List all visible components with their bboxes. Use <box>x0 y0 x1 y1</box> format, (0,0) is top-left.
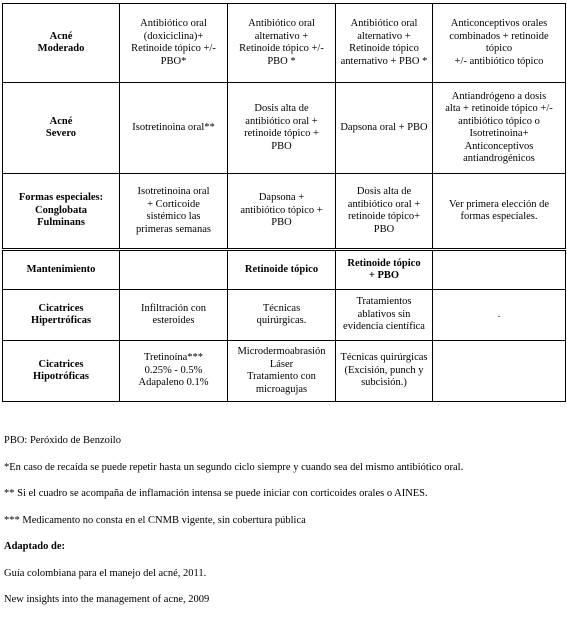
table-cell: . <box>433 290 566 341</box>
adapted-from-label: Adaptado de: <box>4 541 65 552</box>
table-cell: Dapsona + antibiótico tópico + PBO <box>228 174 336 249</box>
table-cell: Dapsona oral + PBO <box>336 83 433 174</box>
row-header: Mantenimiento <box>3 251 120 290</box>
footnote-1: *En caso de recaída se puede repetir hasta un segundo ciclo siempre y cuando sea del mismo antibiótico oral. <box>4 461 464 473</box>
row-header: Formas especiales: Conglobata Fulminans <box>3 174 120 249</box>
table-row-cicatrices-hipertroficas <box>3 290 566 341</box>
footnote-3: *** Medicamento no consta en el CNMB vigente, sin cobertura pública <box>4 514 306 526</box>
table-cell: Microdermoabrasión Láser Tratamiento con microagujas <box>228 341 336 402</box>
table-row-acne-moderado <box>3 4 566 83</box>
table-cell: Técnicas quirúrgicas. <box>228 290 336 341</box>
table-cell: Antiandrógeno a dosis alta + retinoide tópico +/- antibiótico tópico o Isotretinoina+ Anticonceptivos antiandrogénicos <box>433 83 566 174</box>
table-cell: Antibiótico oral alternativo + Retinoide tópico anternativo + PBO * <box>336 4 433 83</box>
table-cell <box>433 251 566 290</box>
table-cell: Isotretinoina oral** <box>120 83 228 174</box>
table-cell: Dosis alta de antibiótico oral + retinoide tópico + PBO <box>228 83 336 174</box>
table-row-cicatrices-hipotroficas <box>3 341 566 402</box>
footnotes <box>4 434 563 620</box>
table-cell: Antibiótico oral (doxiciclina)+ Retinoide tópico +/- PBO* <box>120 4 228 83</box>
table-cell: Antibiótico oral alternativo + Retinoide tópico +/- PBO * <box>228 4 336 83</box>
row-header: Cicatrices Hipertróficas <box>3 290 120 341</box>
table-cell: Dosis alta de antibiótico oral + retinoide tópico+ PBO <box>336 174 433 249</box>
table-cell: Retinoide tópico <box>228 251 336 290</box>
table-row-formas-especiales <box>3 174 566 249</box>
table-cell: Anticonceptivos orales combinados + retinoide tópico +/- antibiótico tópico <box>433 4 566 83</box>
table-row-mantenimiento <box>3 251 566 290</box>
row-header: Acné Severo <box>3 83 120 174</box>
table-cell: Infiltración con esteroides <box>120 290 228 341</box>
table-row-acne-severo <box>3 83 566 174</box>
source-1: Guía colombiana para el manejo del acné, 2011. <box>4 567 207 579</box>
table-cell <box>120 251 228 290</box>
table-cell: Ver primera elección de formas especiales. <box>433 174 566 249</box>
table-cell <box>433 341 566 402</box>
table-cell: Retinoide tópico + PBO <box>336 251 433 290</box>
source-2: New insights into the management of acne, 2009 <box>4 594 210 605</box>
table-cell: Isotretinoina oral + Corticoide sistémico las primeras semanas <box>120 174 228 249</box>
table-cell: Tretinoína*** 0.25% - 0.5% Adapaleno 0.1% <box>120 341 228 402</box>
table-cell: Tratamientos ablativos sin evidencia científica <box>336 290 433 341</box>
table-cell: Técnicas quirúrgicas (Excisión, punch y subcisión.) <box>336 341 433 402</box>
row-header: Cicatrices Hipotróficas <box>3 341 120 402</box>
acne-treatment-table <box>2 3 566 402</box>
pbo-definition: PBO: Peróxido de Benzoilo <box>4 435 121 446</box>
row-header: Acné Moderado <box>3 4 120 83</box>
footnote-2: ** Si el cuadro se acompaña de inflamación intensa se puede iniciar con corticoides orales o AINES. <box>4 488 428 499</box>
